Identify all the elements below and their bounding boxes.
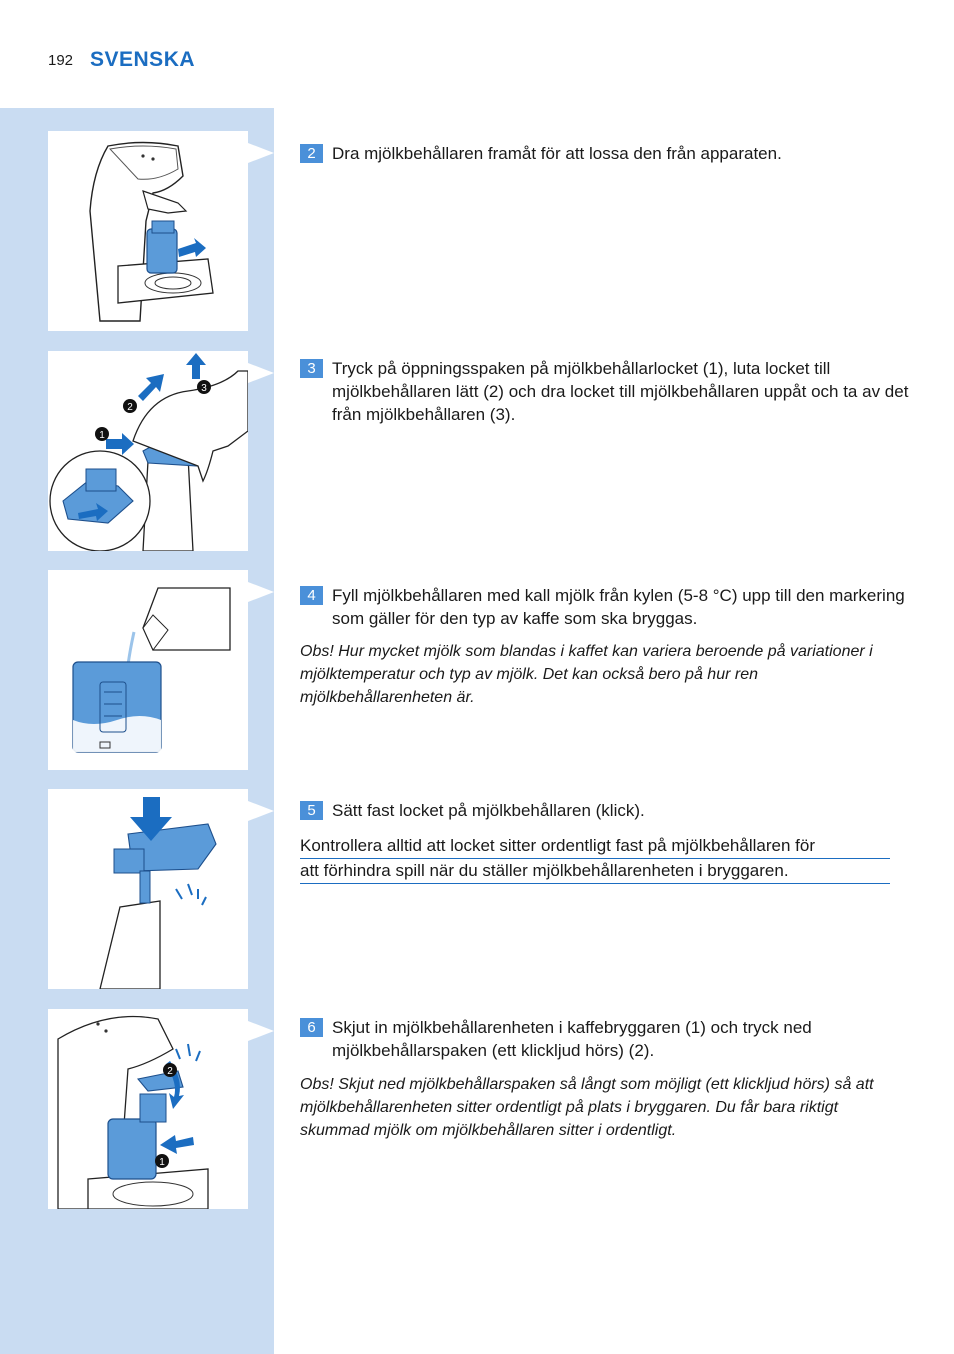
note-step-4: Obs! Hur mycket mjölk som blandas i kaffet kan variera beroende på variationer i mjölktemperatur och typ av mjölk. Det kan också bero på hur ren mjölkbehållarenheten är. xyxy=(300,643,873,706)
callout-3: 3 xyxy=(201,383,207,394)
panel-pointer xyxy=(248,143,274,163)
step-number-box: 2 xyxy=(300,144,323,163)
illustration-remove-lid xyxy=(48,351,248,551)
illustration-fill-milk xyxy=(48,570,248,770)
illustration-insert-unit xyxy=(48,1009,248,1209)
warning-line-1: Kontrollera alltid att locket sitter ordentligt fast på mjölkbehållaren för xyxy=(300,834,890,859)
callout-2: 2 xyxy=(167,1066,173,1077)
note-step-6: Obs! Skjut ned mjölkbehållarspaken så långt som möjligt (ett klickljud hörs) så att mjölkbehållarenheten sitter ordentligt på plats i bryggaren. Du får bara riktigt skummad mjölk om mjölkbehållaren sitter i ordentligt. xyxy=(300,1076,874,1139)
step-number-box: 6 xyxy=(300,1018,323,1037)
warning-line-2: att förhindra spill när du ställer mjölkbehållarenheten i bryggaren. xyxy=(300,859,890,884)
step-text: Tryck på öppningsspaken på mjölkbehållarlocket (1), luta locket till mjölkbehållaren lätt (2) och dra locket till mjölkbehållaren uppåt och ta av det från mjölkbehållaren (3). xyxy=(332,359,909,424)
page-number: 192 xyxy=(48,52,74,69)
callout-2: 2 xyxy=(127,402,133,413)
panel-pointer xyxy=(248,363,274,383)
step-text: Fyll mjölkbehållaren med kall mjölk från kylen (5-8 °C) upp till den markering som gäller för den typ av kaffe som ska bryggas. xyxy=(332,586,905,628)
warning-text xyxy=(300,834,890,884)
step-text: Dra mjölkbehållaren framåt för att lossa den från apparaten. xyxy=(332,144,782,163)
step-number-box: 3 xyxy=(300,359,323,378)
panel-pointer xyxy=(248,801,274,821)
step-number-box: 5 xyxy=(300,801,323,820)
callout-1: 1 xyxy=(159,1157,165,1168)
step-2 xyxy=(300,142,910,165)
step-4 xyxy=(300,584,910,630)
step-number-box: 4 xyxy=(300,586,323,605)
step-3 xyxy=(300,357,910,426)
callout-1: 1 xyxy=(99,430,105,441)
step-6 xyxy=(300,1016,910,1062)
illustration-remove-container xyxy=(48,131,248,331)
step-5 xyxy=(300,799,910,822)
step-text: Sätt fast locket på mjölkbehållaren (klick). xyxy=(332,801,645,820)
panel-pointer xyxy=(248,582,274,602)
section-title: SVENSKA xyxy=(90,48,196,71)
step-text: Skjut in mjölkbehållarenheten i kaffebryggaren (1) och tryck ned mjölkbehållarspaken (ett klickljud hörs) (2). xyxy=(332,1018,812,1060)
panel-pointer xyxy=(248,1021,274,1041)
illustration-attach-lid xyxy=(48,789,248,989)
